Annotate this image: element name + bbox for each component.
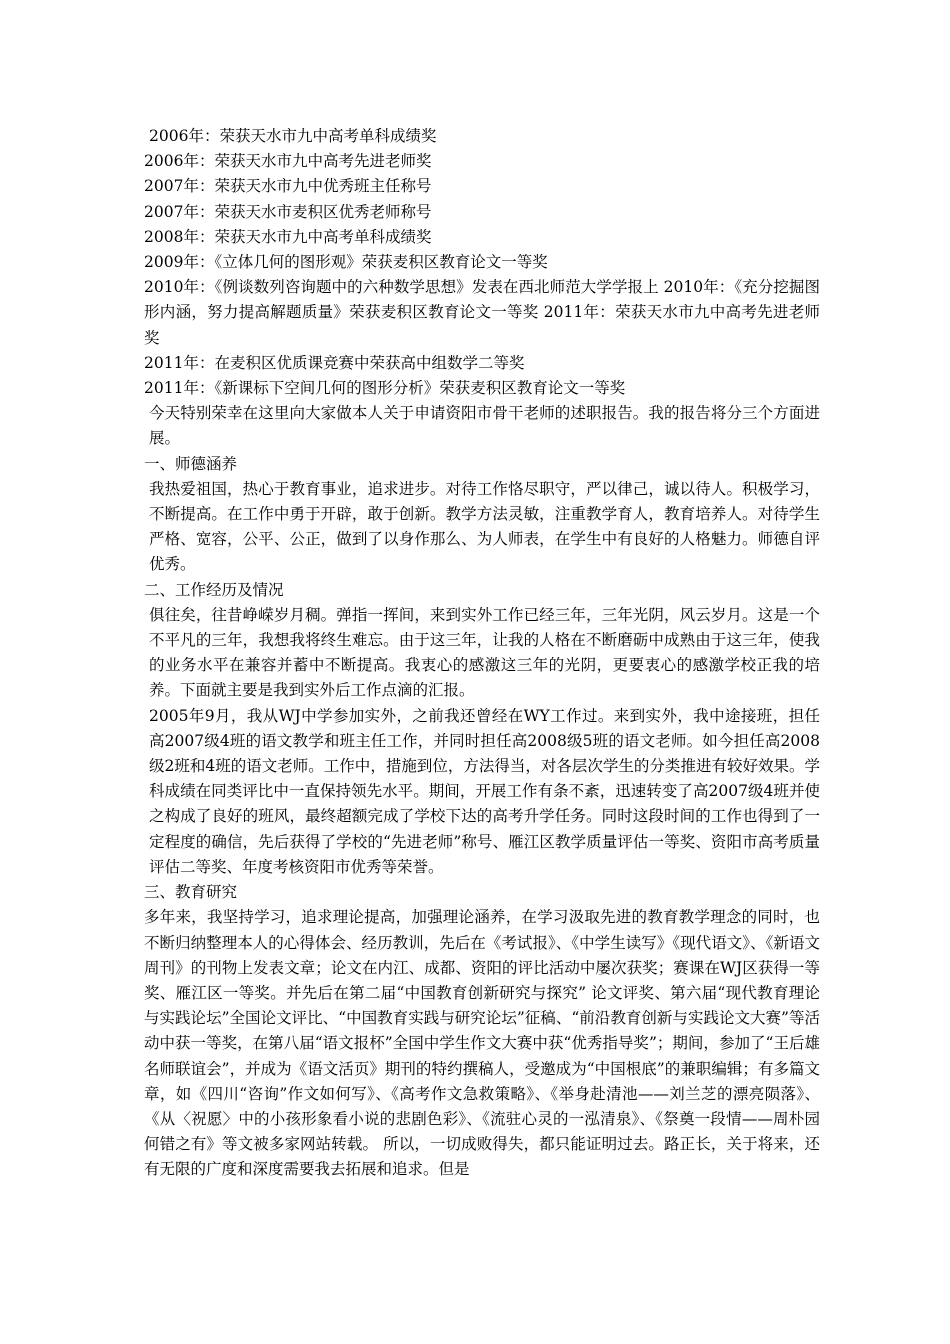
body-paragraph: 俱往矣，往昔峥嵘岁月稠。弹指一挥间，来到实外工作已经三年，三年光阴，风云岁月。这是一个不平凡的三年，我想我将终生难忘。由于这三年，让我的人格在不断磨砺中成熟由于这三年，使我的业务水平在兼容并蓄中不断提高。我衷心的感激这三年的光阴，更要衷心的感激学校正我的培养。下面就主要是我到实外后工作点滴的汇报。 xyxy=(149,605,820,700)
body-paragraph: 多年来，我坚持学习，追求理论提高，加强理论涵养，在学习汲取先进的教育教学理念的同时，也不断归纳整理本人的心得体会、经历教训，先后在《考试报》、《中学生读写》《现代语文》、《新语文周刊》的刊物上发表文章；论文在内江、成都、资阳的评比活动中屡次获奖；赛课在WJ区获得一等奖、雁江区一等奖。并先后在第二届“中国教育创新研究与探究” 论文评奖、第六届“现代教育理论与实践论坛”全国论文评比、“中国教育实践与研究论坛”征稿、“前沿教育创新与实践论文大赛”等活动中获一等奖，在第八届“语文报杯”全国中学生作文大赛中获“优秀指导奖”；期间，参加了“王后雄名师联谊会”，并成为《语文活页》期刊的特约撰稿人，受邀成为“中国根底”的兼职编辑；有多篇文章，如《四川“咨询”作文如何写》、《高考作文急救策略》、《举身赴清池——刘兰芝的漂亮陨落》、《从〈祝愿〉中的小孩形象看小说的悲剧色彩》、《流驻心灵的一泓清泉》、《祭奠一段情——周朴园何错之有》等文被多家网站转载。 所以，一切成败得失，都只能证明过去。路正长，关于将来，还有无限的广度和深度需要我去拓展和追求。但是 xyxy=(144,908,820,1179)
award-line: 2007年：荣获天水市麦积区优秀老师称号 xyxy=(144,202,432,221)
body-paragraph: 2005年9月，我从WJ中学参加实外，之前我还曾经在WY工作过。来到实外，我中途接班，担任高2007级4班的语文教学和班主任工作，并同时担任高2008级5班的语文老师。如今担任高2008级2班和4班的语文老师。工作中，措施到位，方法得当，对各层次学生的分类推进有较好效果。学科成绩在同类评比中一直保持领先水平。期间，开展工作有条不紊，迅速转变了高2007级4班并使之构成了良好的班风，最终超额完成了学校下达的高考升学任务。同时这段时间的工作也得到了一定程度的确信，先后获得了学校的“先进老师”称号、雁江区教学质量评估一等奖、资阳市高考质量评估二等奖、年度考核资阳市优秀等荣誉。 xyxy=(149,706,820,876)
document-body xyxy=(144,124,820,1183)
award-line: 2008年：荣获天水市九中高考单科成绩奖 xyxy=(144,227,432,246)
section-heading: 三、教育研究 xyxy=(144,883,238,902)
section-heading: 一、师德涵养 xyxy=(144,454,238,473)
award-line: 2006年：荣获天水市九中高考先进老师奖 xyxy=(144,152,432,171)
award-line: 2010年：《例谈数列咨询题中的六种数学思想》发表在西北师范大学学报上 2010年：《充分挖掘图形内涵，努力提高解题质量》荣获麦积区教育论文一等奖 2011年：荣获天水市九中高考先进老师奖 xyxy=(144,278,820,347)
section-heading: 二、工作经历及情况 xyxy=(144,580,284,599)
intro-paragraph: 今天特别荣幸在这里向大家做本人关于申请资阳市骨干老师的述职报告。我的报告将分三个方面进展。 xyxy=(149,404,820,448)
award-line: 2011年：《新课标下空间几何的图形分析》荣获麦积区教育论文一等奖 xyxy=(144,379,626,398)
award-line: 2011年：在麦积区优质课竞赛中荣获高中组数学二等奖 xyxy=(144,353,525,372)
award-line: 2007年：荣获天水市九中优秀班主任称号 xyxy=(144,177,432,196)
award-line: 2009年：《立体几何的图形观》荣获麦积区教育论文一等奖 xyxy=(144,253,548,272)
award-line: 2006年：荣获天水市九中高考单科成绩奖 xyxy=(149,127,437,145)
body-paragraph: 我热爱祖国，热心于教育事业，追求进步。对待工作恪尽职守，严以律己，诚以待人。积极学习，不断提高。在工作中勇于开辟，敢于创新。教学方法灵敏，注重教学育人，教育培养人。对待学生严格、宽容，公平、公正，做到了以身作那么、为人师表，在学生中有良好的人格魅力。师德自评优秀。 xyxy=(149,479,820,574)
